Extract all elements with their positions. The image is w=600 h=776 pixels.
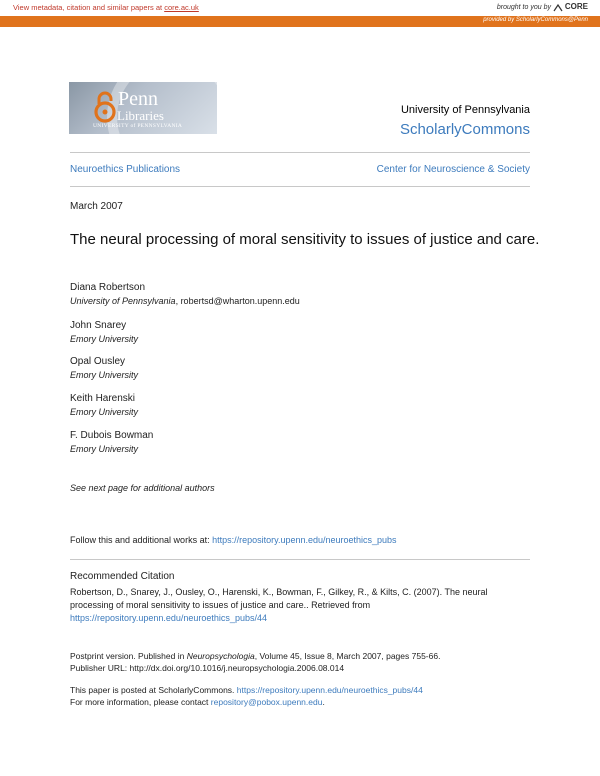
publication-date: March 2007 (70, 201, 123, 212)
nav-neuroethics-publications[interactable]: Neuroethics Publications (70, 164, 181, 175)
brought-by-text: brought to you by (496, 4, 551, 11)
contact-email-link[interactable]: repository@pobox.upenn.edu (210, 697, 323, 707)
author-affiliation: Emory University (70, 334, 139, 344)
core-brand: CORE (564, 2, 588, 11)
core-logo-icon (553, 3, 563, 12)
core-metadata-text: View metadata, citation and similar papers at (13, 3, 163, 12)
author-name: Diana Robertson (70, 282, 146, 293)
author-email: , robertsd@wharton.upenn.edu (175, 296, 300, 306)
author-affiliation (70, 296, 300, 306)
scholarlycommons-title[interactable]: ScholarlyCommons (399, 121, 530, 138)
logo-penn-text: Penn (118, 88, 158, 110)
divider (70, 559, 530, 560)
citation-heading: Recommended Citation (70, 571, 175, 582)
journal-name: Neuropsychologia (186, 651, 255, 661)
author-name: F. Dubois Bowman (70, 430, 154, 441)
nav-center-neuroscience[interactable]: Center for Neuroscience & Society (376, 164, 530, 175)
contact-line (70, 696, 325, 708)
divider (70, 186, 530, 187)
paper-title: The neural processing of moral sensitivity to issues of justice and care. (70, 231, 540, 248)
postprint-prefix: Postprint version. Published in (70, 651, 187, 661)
open-access-lock-icon (94, 91, 116, 123)
affiliation-text: University of Pennsylvania (70, 296, 176, 306)
posted-text: This paper is posted at ScholarlyCommons. (70, 685, 237, 695)
penn-libraries-logo[interactable] (69, 82, 217, 134)
logo-libraries-text: Libraries (117, 108, 164, 123)
author-name: John Snarey (70, 320, 127, 331)
institution-name: University of Pennsylvania (400, 104, 530, 116)
contact-suffix: . (322, 697, 325, 707)
posted-link[interactable]: https://repository.upenn.edu/neuroethics_pubs/44 (236, 685, 423, 695)
posted-line (70, 684, 423, 696)
author-name: Opal Ousley (70, 356, 126, 367)
provided-by-bar (0, 16, 600, 27)
citation-text (70, 586, 532, 625)
postprint-suffix: , Volume 45, Issue 8, March 2007, pages 755-66. (254, 651, 441, 661)
publisher-url: Publisher URL: http://dx.doi.org/10.1016/j.neuropsychologia.2006.08.014 (70, 663, 345, 673)
additional-authors-note: See next page for additional authors (70, 483, 215, 493)
author-affiliation: Emory University (70, 444, 139, 454)
author-affiliation: Emory University (70, 370, 139, 380)
core-url[interactable]: core.ac.uk (164, 3, 199, 12)
postprint-line (70, 650, 440, 662)
author-name: Keith Harenski (70, 393, 136, 404)
logo-university-text: UNIVERSITY of PENNSYLVANIA (93, 123, 183, 129)
core-brand-area[interactable] (497, 2, 588, 12)
core-metadata-link[interactable] (13, 3, 199, 12)
follow-link[interactable]: https://repository.upenn.edu/neuroethics_pubs (212, 535, 397, 545)
provided-by-text[interactable]: provided by ScholarlyCommons@Penn (483, 17, 588, 23)
citation-body: Robertson, D., Snarey, J., Ousley, O., Harenski, K., Bowman, F., Gilkey, R., & Kilts, C. (2007). The neural processing of moral sensitivity to issues of justice and care.. Retrieved from (70, 587, 488, 610)
follow-text: Follow this and additional works at: (70, 535, 213, 545)
contact-text: For more information, please contact (70, 697, 211, 707)
divider (70, 152, 530, 153)
follow-line (70, 535, 397, 545)
citation-link[interactable]: https://repository.upenn.edu/neuroethics_pubs/44 (70, 613, 267, 623)
core-bar (0, 0, 600, 16)
author-affiliation: Emory University (70, 407, 139, 417)
